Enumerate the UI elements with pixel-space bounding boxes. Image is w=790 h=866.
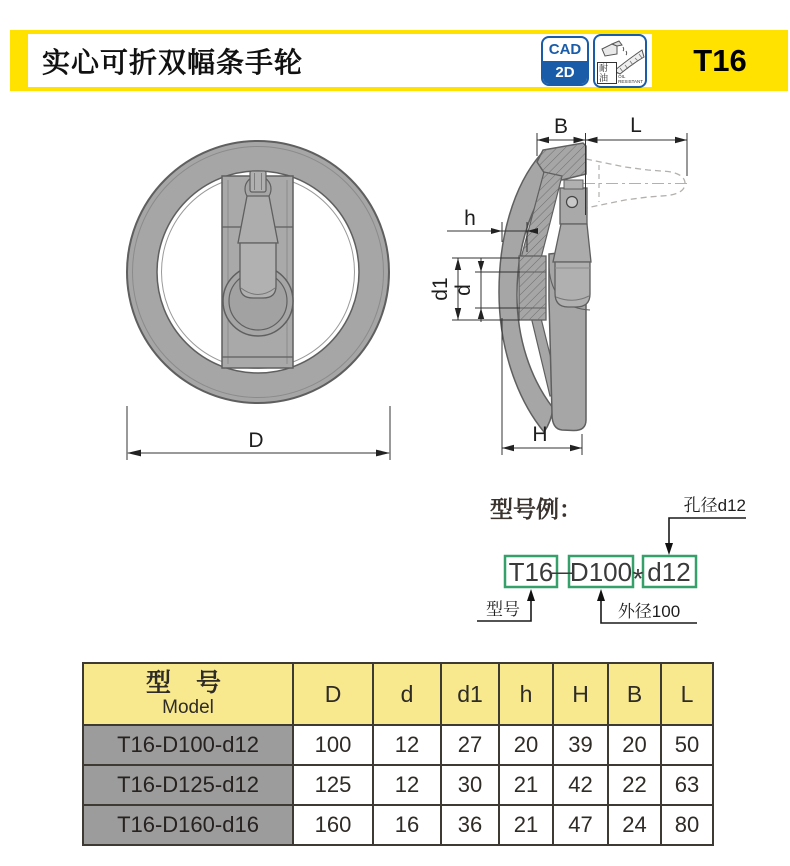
dim-label-h: h: [464, 207, 476, 230]
dim-label-d: d: [452, 284, 475, 296]
column-header-D: D: [293, 663, 373, 725]
model-column-header: [83, 663, 293, 725]
model-cell: T16-D160-d16: [83, 805, 293, 845]
model-example-heading: 型号例：: [490, 496, 582, 522]
bore-label: 孔径d12: [683, 496, 746, 515]
front-view-drawing: [127, 141, 390, 460]
separator-dash: —: [552, 559, 574, 584]
spec-cell: 12: [373, 725, 441, 765]
page-title: 实心可折双幅条手轮: [42, 46, 304, 78]
model-header-cn: 型 号: [146, 669, 230, 697]
spec-row-0: [83, 725, 713, 765]
spec-cell: 20: [608, 725, 661, 765]
spec-cell: 100: [293, 725, 373, 765]
cad-badge-top-label: CAD: [548, 40, 582, 58]
dim-label-L: L: [630, 114, 642, 137]
model-cell: T16-D125-d12: [83, 765, 293, 805]
header-title-area: [28, 34, 652, 87]
spec-cell: 21: [499, 765, 553, 805]
spec-cell: 16: [373, 805, 441, 845]
model-example-diagram: [477, 496, 746, 623]
spec-cell: 80: [661, 805, 713, 845]
model-cell: T16-D100-d12: [83, 725, 293, 765]
oil-badge-label: [597, 62, 643, 84]
od-label: 外径100: [617, 602, 681, 621]
oil-resistant-badge: [593, 34, 647, 88]
dim-label-D: D: [248, 429, 264, 452]
column-header-h: h: [499, 663, 553, 725]
column-header-L: L: [661, 663, 713, 725]
dim-label-d1: d1: [429, 277, 452, 301]
bore-code-text: d12: [647, 557, 691, 587]
spec-cell: 50: [661, 725, 713, 765]
spec-cell: 39: [553, 725, 608, 765]
od-code-text: D100: [569, 557, 633, 587]
spec-cell: 160: [293, 805, 373, 845]
spec-cell: 36: [441, 805, 499, 845]
spec-table-header-row: [83, 663, 713, 725]
dim-label-H: H: [532, 423, 548, 446]
cad-2d-badge[interactable]: [541, 36, 589, 86]
product-code: T16: [693, 42, 747, 78]
spec-cell: 47: [553, 805, 608, 845]
spec-row-1: [83, 765, 713, 805]
spec-cell: 20: [499, 725, 553, 765]
spec-cell: 24: [608, 805, 661, 845]
spec-row-2: [83, 805, 713, 845]
cad-badge-bottom-label: 2D: [543, 61, 587, 84]
model-header-en: Model: [162, 697, 214, 718]
spec-cell: 22: [608, 765, 661, 805]
spec-cell: 30: [441, 765, 499, 805]
model-code-text: T16: [508, 557, 554, 587]
spec-cell: 12: [373, 765, 441, 805]
spec-cell: 125: [293, 765, 373, 805]
column-header-d1: d1: [441, 663, 499, 725]
star-symbol: *: [632, 563, 644, 594]
spec-table: [82, 662, 714, 846]
spec-cell: 63: [661, 765, 713, 805]
oil-cn-label: 耐油: [597, 62, 617, 84]
oil-en-label: OIL RESISTANT: [618, 73, 643, 84]
spec-cell: 21: [499, 805, 553, 845]
spec-cell: 27: [441, 725, 499, 765]
spec-cell: 42: [553, 765, 608, 805]
column-header-H: H: [553, 663, 608, 725]
column-header-B: B: [608, 663, 661, 725]
header-banner: [10, 30, 788, 91]
column-header-d: d: [373, 663, 441, 725]
model-label: 型号: [486, 600, 520, 619]
dim-label-B: B: [553, 115, 569, 138]
side-view-drawing: [429, 114, 690, 455]
